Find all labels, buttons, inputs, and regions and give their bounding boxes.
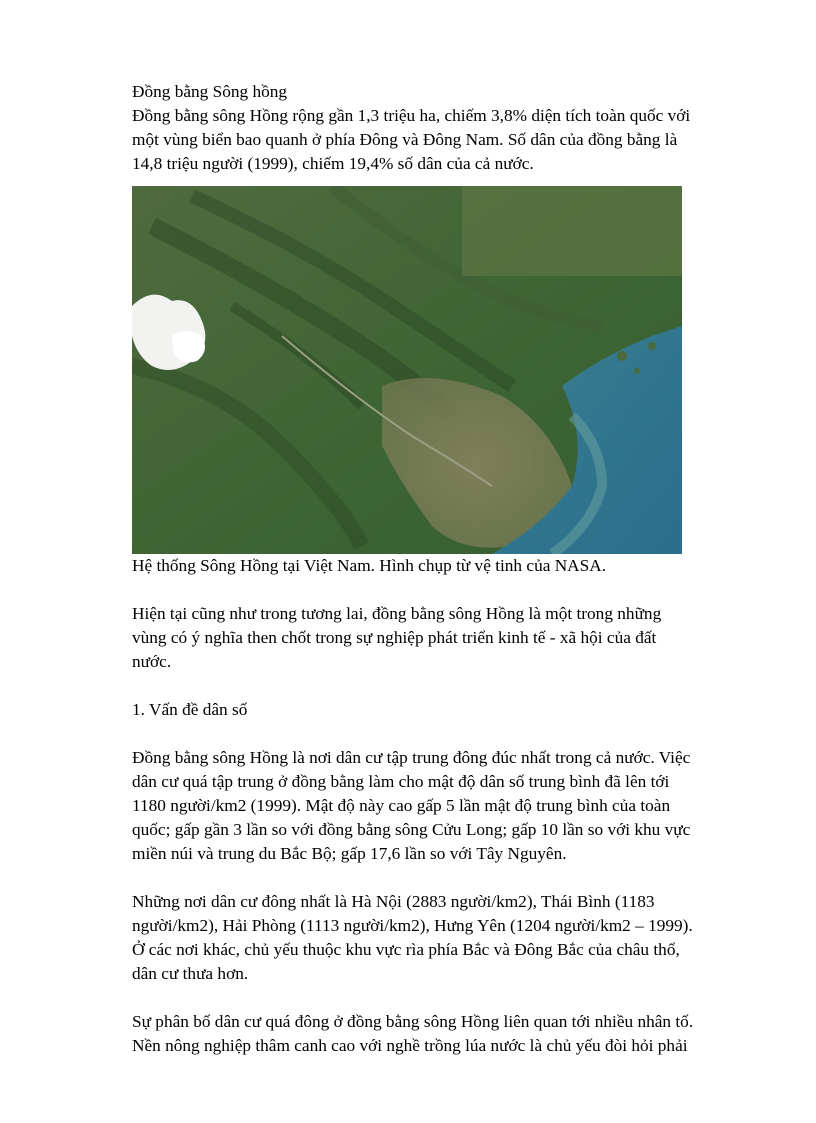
text-line: Hiện tại cũng như trong tương lai, đồng bằng sông Hồng là một trong những bbox=[132, 604, 662, 623]
text-line: quốc; gấp gần 3 lần so với đồng bằng sông Cửu Long; gấp 10 lần so với khu vực bbox=[132, 820, 691, 839]
paragraph bbox=[132, 602, 742, 674]
paragraph bbox=[132, 1010, 742, 1058]
text-line: miền núi và trung du Bắc Bộ; gấp 17,6 lần so với Tây Nguyên. bbox=[132, 844, 567, 863]
image-caption: Hệ thống Sông Hồng tại Việt Nam. Hình chụp từ vệ tinh của NASA. bbox=[132, 556, 607, 575]
text-line: vùng có ý nghĩa then chốt trong sự nghiệp phát triển kinh tế - xã hội của đất bbox=[132, 628, 657, 647]
text-line: người/km2), Hải Phòng (1113 người/km2), Hưng Yên (1204 người/km2 – 1999). bbox=[132, 916, 693, 935]
text-line: 14,8 triệu người (1999), chiếm 19,4% số dân của cả nước. bbox=[132, 154, 534, 173]
text-line: 1180 người/km2 (1999). Mật độ này cao gấp 5 lần mật độ trung bình của toàn bbox=[132, 796, 671, 815]
intro-paragraph bbox=[132, 104, 742, 176]
text-line: dân cư quá tập trung ở đồng bằng làm cho mật độ dân số trung bình đã lên tới bbox=[132, 772, 670, 791]
text-line: Sự phân bố dân cư quá đông ở đồng bằng sông Hồng liên quan tới nhiều nhân tố. bbox=[132, 1012, 694, 1031]
satellite-image bbox=[132, 186, 682, 554]
paragraph bbox=[132, 746, 742, 866]
paragraph bbox=[132, 890, 742, 986]
document-title: Đồng bằng Sông hồng bbox=[132, 82, 288, 101]
text-line: Nền nông nghiệp thâm canh cao với nghề trồng lúa nước là chủ yếu đòi hỏi phải bbox=[132, 1036, 688, 1055]
text-line: Những nơi dân cư đông nhất là Hà Nội (2883 người/km2), Thái Bình (1183 bbox=[132, 892, 655, 911]
text-line: Đồng bằng sông Hồng rộng gần 1,3 triệu ha, chiếm 3,8% diện tích toàn quốc với bbox=[132, 106, 691, 125]
text-line: nước. bbox=[132, 652, 172, 671]
section-heading: 1. Vấn đề dân số bbox=[132, 700, 248, 719]
text-line: một vùng biển bao quanh ở phía Đông và Đông Nam. Số dân của đồng bằng là bbox=[132, 130, 678, 149]
text-line: dân cư thưa hơn. bbox=[132, 964, 249, 983]
text-line: Ở các nơi khác, chủ yếu thuộc khu vực rìa phía Bắc và Đông Bắc của châu thổ, bbox=[132, 940, 680, 959]
text-line: Đồng bằng sông Hồng là nơi dân cư tập trung đông đúc nhất trong cả nước. Việc bbox=[132, 748, 691, 767]
document-page bbox=[132, 80, 742, 1058]
